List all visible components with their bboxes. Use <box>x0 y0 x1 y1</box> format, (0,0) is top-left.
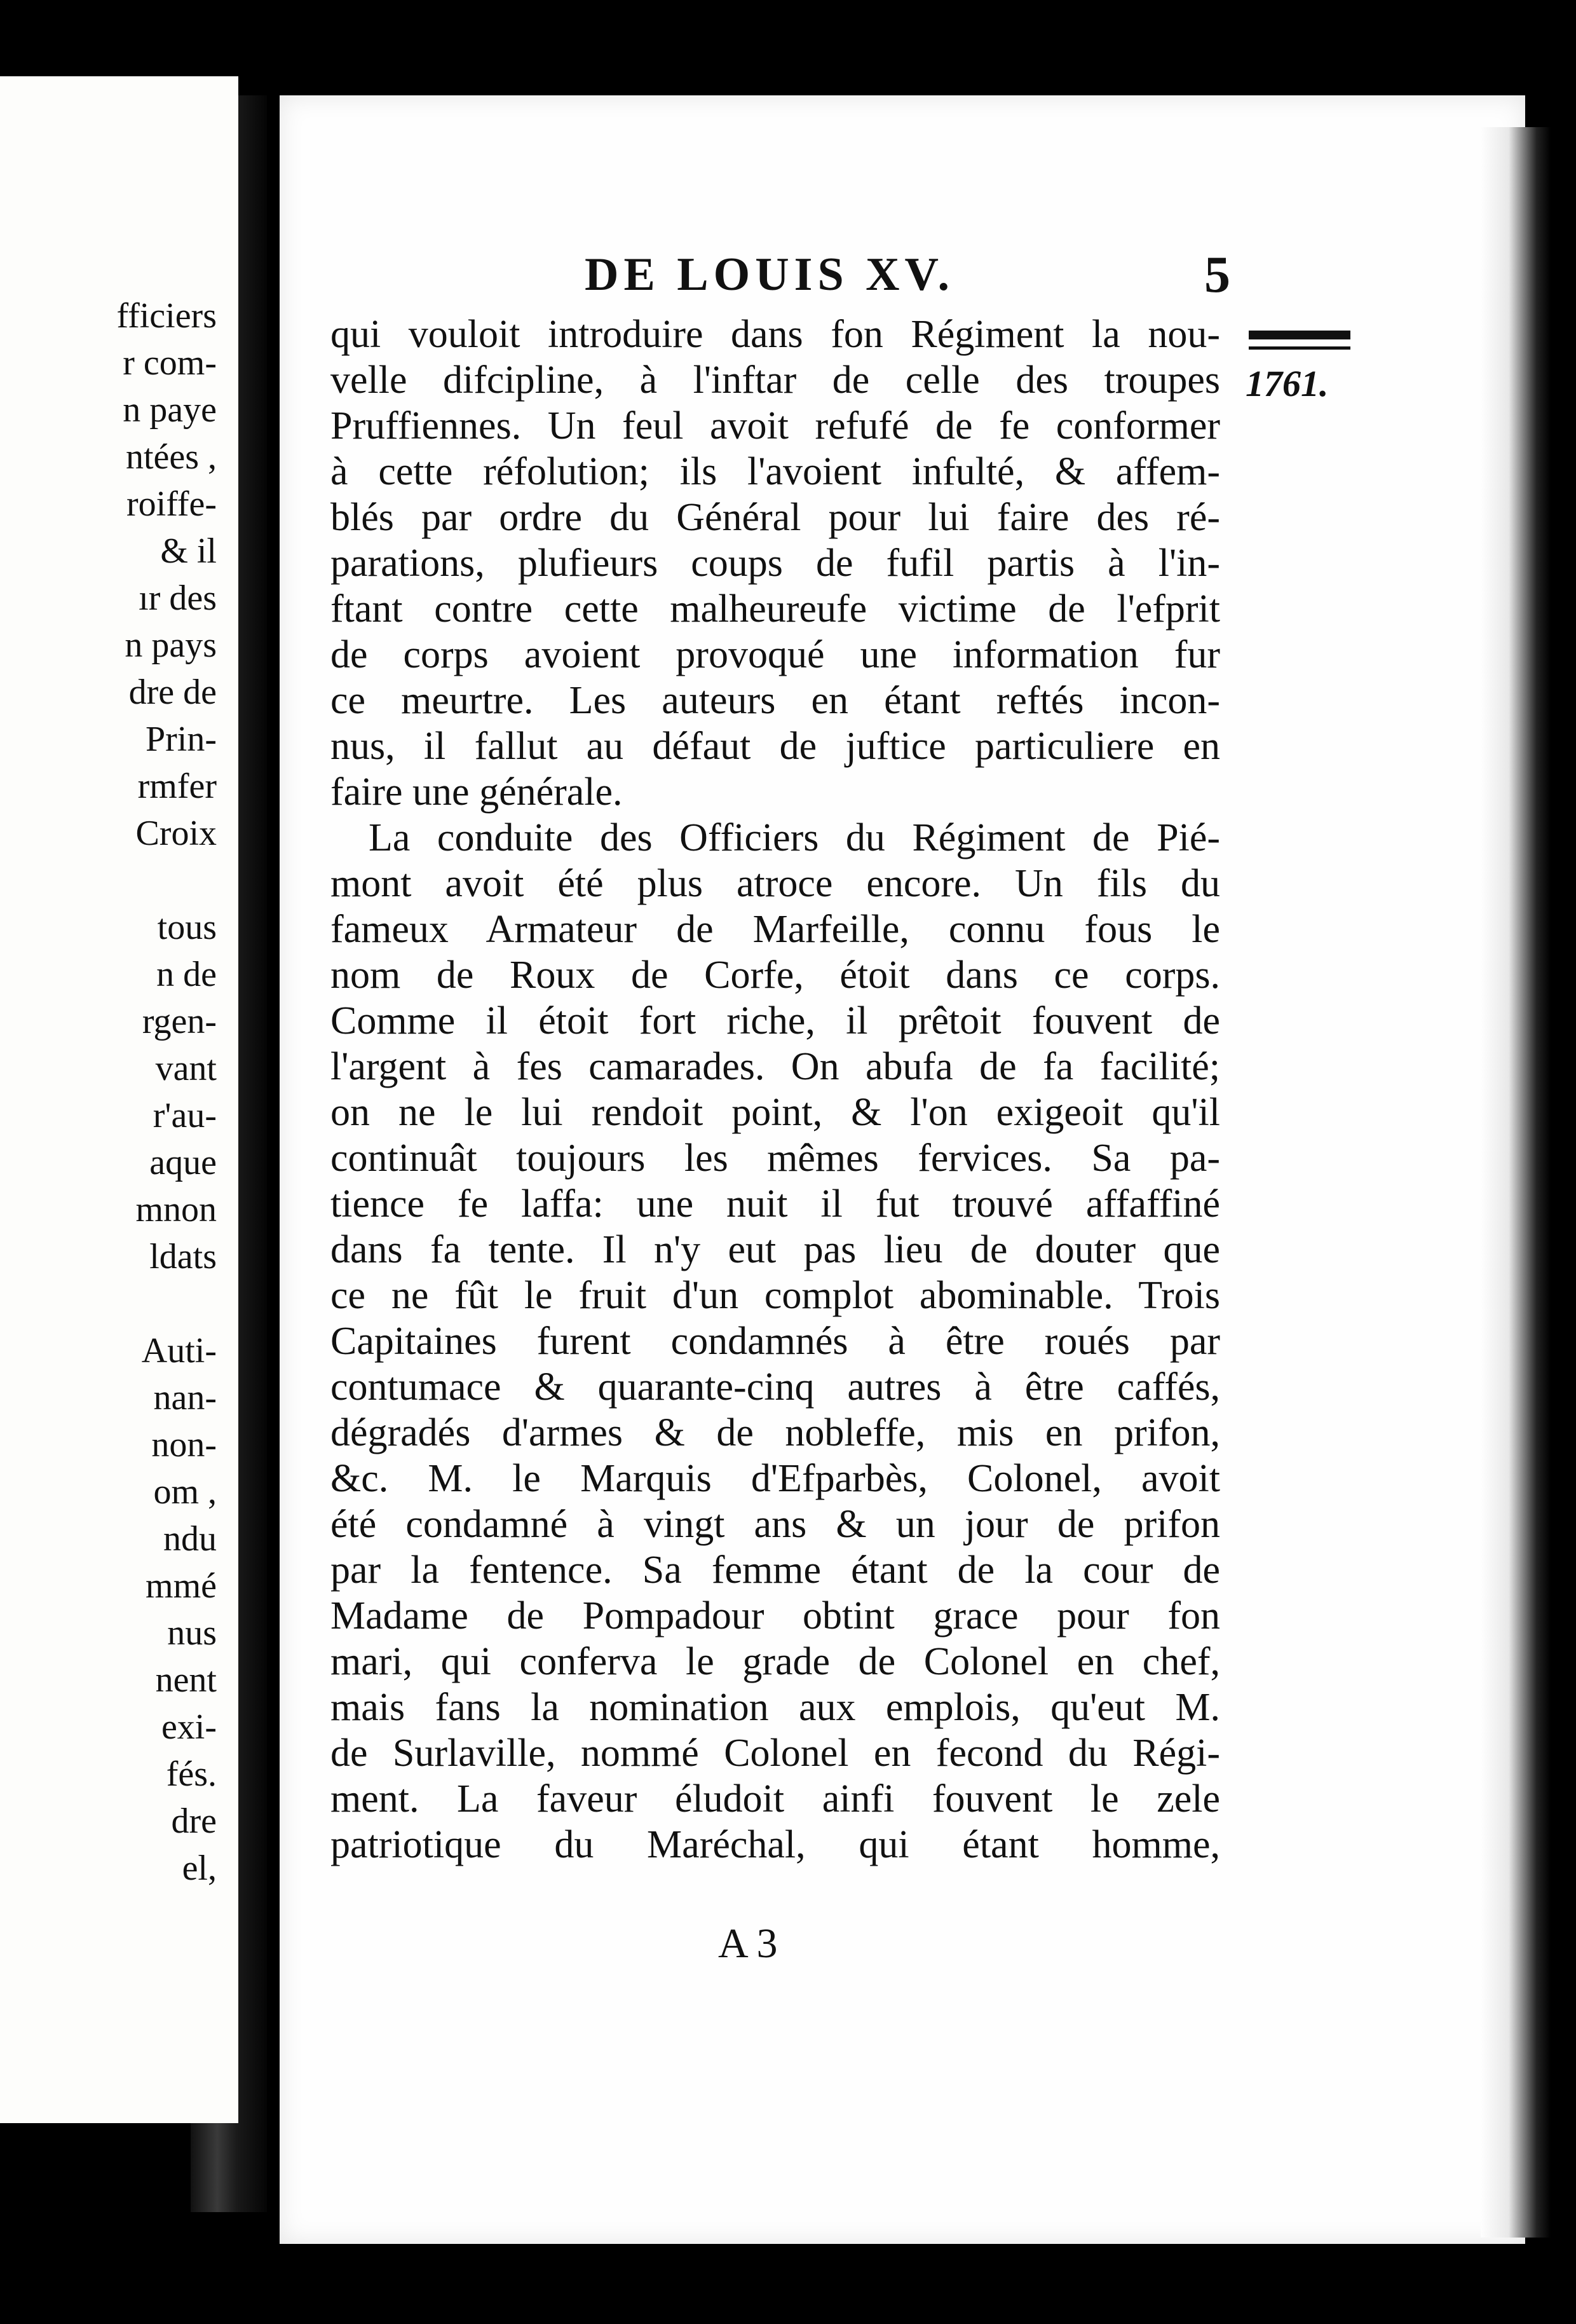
text-line: l'argent à fes camarades. On abufa de fa facilité; <box>330 1045 1220 1088</box>
left-page-fragment: rgen- <box>142 1002 217 1041</box>
left-page-fragment: vant <box>155 1049 217 1088</box>
page-number: 5 <box>1204 245 1230 303</box>
margin-rule-thin <box>1249 346 1350 350</box>
text-line: ftant contre cette malheureufe victime de l'efprit <box>330 587 1220 631</box>
margin-rule-thick <box>1249 331 1350 339</box>
text-line: par la fentence. Sa femme étant de la cour de <box>330 1548 1220 1592</box>
left-page-fragment: Croix <box>135 814 217 853</box>
text-line: &c. M. le Marquis d'Efparbès, Colonel, avoit <box>330 1457 1220 1500</box>
text-line: ment. La faveur éludoit ainfi fouvent le zele <box>330 1777 1220 1821</box>
body-text <box>330 311 1220 1868</box>
left-page-fragment: om , <box>153 1472 217 1512</box>
left-page-fragment: fés. <box>166 1754 217 1794</box>
running-title: DE LOUIS XV. <box>585 249 954 301</box>
text-line: continuât toujours les mêmes fervices. Sa pa- <box>330 1137 1220 1180</box>
page-edge <box>1481 127 1551 2238</box>
text-line: Capitaines furent condamnés à être roués par <box>330 1320 1220 1363</box>
text-line: mari, qui conferva le grade de Colonel en chef, <box>330 1640 1220 1683</box>
text-line: mais fans la nomination aux emplois, qu'eut M. <box>330 1686 1220 1729</box>
text-line: dans fa tente. Il n'y eut pas lieu de douter que <box>330 1228 1220 1271</box>
left-page-fragment: dre <box>171 1801 217 1841</box>
left-page-fragment: n paye <box>123 390 217 430</box>
text-line: Pruffiennes. Un feul avoit refufé de fe conformer <box>330 404 1220 448</box>
text-line: faire une générale. <box>330 770 623 814</box>
signature-mark: A 3 <box>718 1920 778 1967</box>
text-line: mont avoit été plus atroce encore. Un fils du <box>330 862 1220 905</box>
left-page-fragment: n de <box>156 955 217 994</box>
left-page-fragment: nan- <box>153 1378 217 1418</box>
text-line: fameux Armateur de Marfeille, connu fous le <box>330 908 1220 951</box>
left-page-fragment: mmé <box>146 1566 217 1606</box>
text-line: Comme il étoit fort riche, il prêtoit fouvent de <box>330 999 1220 1042</box>
left-page-fragment: mnon <box>135 1190 217 1229</box>
left-page-fragment: Auti- <box>141 1331 217 1370</box>
left-page-fragment: rmfer <box>137 767 217 806</box>
left-page-fragment: ır des <box>139 578 217 618</box>
left-page-fragment: nent <box>155 1660 217 1700</box>
left-page-fragment: aque <box>149 1143 217 1182</box>
left-page-fragment: ntées , <box>125 437 217 477</box>
text-line: de corps avoient provoqué une information fur <box>330 633 1220 676</box>
left-page-fragment: nus <box>167 1613 217 1653</box>
left-page-fragment: r'au- <box>153 1096 217 1135</box>
left-page-fragment: n pays <box>125 625 217 665</box>
text-line: tience fe laffa: une nuit il fut trouvé affaffiné <box>330 1182 1220 1226</box>
text-line: on ne le lui rendoit point, & l'on exigeoit qu'il <box>330 1091 1220 1134</box>
text-line: à cette réfolution; ils l'avoient infulté, & affem- <box>330 450 1220 493</box>
left-page-fragment: tous <box>157 908 217 947</box>
text-line: patriotique du Maréchal, qui étant homme, <box>330 1823 1220 1866</box>
text-line: qui vouloit introduire dans fon Régiment la nou- <box>330 313 1220 356</box>
text-line: nus, il fallut au défaut de juftice particuliere en <box>330 725 1220 768</box>
text-line: contumace & quarante-cinq autres à être caffés, <box>330 1365 1220 1409</box>
text-line: Madame de Pompadour obtint grace pour fon <box>330 1594 1220 1637</box>
text-line: velle difcipline, à l'inftar de celle des troupes <box>330 359 1220 402</box>
left-page-fragment: dre de <box>128 673 217 712</box>
margin-year-note: 1761. <box>1246 363 1329 404</box>
text-line: ce ne fût le fruit d'un complot abominable. Trois <box>330 1274 1220 1317</box>
text-line: ce meurtre. Les auteurs en étant reftés incon- <box>330 679 1220 722</box>
text-line: de Surlaville, nommé Colonel en fecond du Régi- <box>330 1732 1220 1775</box>
left-page <box>0 76 238 2123</box>
left-page-fragment: roiffe- <box>126 484 217 524</box>
left-page-fragment: exi- <box>161 1707 217 1747</box>
left-page-fragment: r com- <box>123 343 217 383</box>
left-page-fragment: & il <box>160 531 217 571</box>
left-page-fragment: ldats <box>149 1237 217 1276</box>
text-line: dégradés d'armes & de nobleffe, mis en prifon, <box>330 1411 1220 1454</box>
left-page-fragment: Prin- <box>146 720 217 759</box>
text-line: nom de Roux de Corfe, étoit dans ce corps. <box>330 954 1220 997</box>
left-page-fragment: el, <box>182 1849 217 1888</box>
left-page-fragment: non- <box>151 1425 217 1465</box>
left-page-fragment: ndu <box>163 1519 217 1559</box>
text-line: parations, plufieurs coups de fufil partis à l'in- <box>330 542 1220 585</box>
text-line: blés par ordre du Général pour lui faire des ré- <box>330 496 1220 539</box>
text-line: été condamné à vingt ans & un jour de prifon <box>330 1503 1220 1546</box>
text-line: La conduite des Officiers du Régiment de Pié- <box>369 816 1220 859</box>
left-page-fragment: fficiers <box>116 296 217 336</box>
